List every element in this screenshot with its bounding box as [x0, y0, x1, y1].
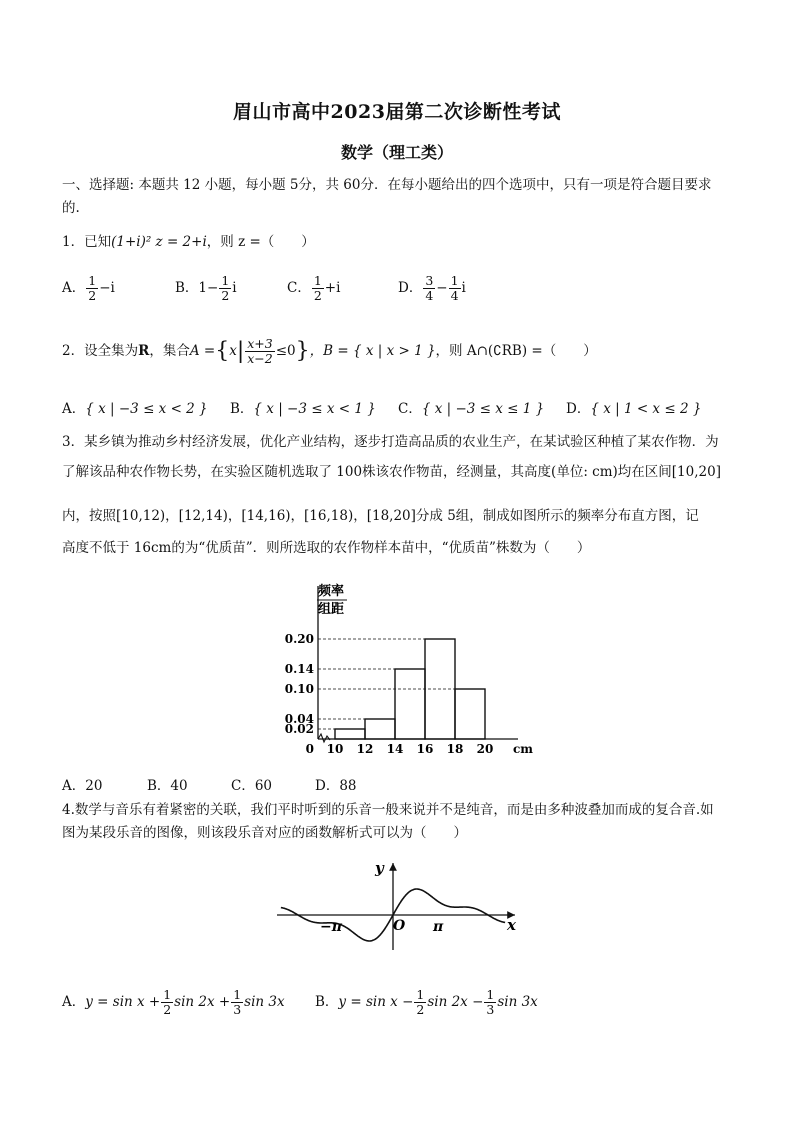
- question-4-line2: 图为某段乐音的图像，则该段乐音对应的函数解析式可以为（ ）: [62, 825, 467, 841]
- q2-set-cond: ≤0: [275, 343, 296, 359]
- y-tick-label: 0.10: [284, 682, 314, 696]
- fraction: [423, 274, 435, 303]
- histogram-bar: [455, 689, 485, 739]
- question-1: [62, 232, 315, 252]
- question-4-line1: 4.数学与音乐有着紧密的关联，我们平时听到的乐音一般来说并不是纯音，而是由多种波叠加而成的复合音.如: [62, 802, 714, 818]
- origin-label: 0: [305, 742, 314, 756]
- denominator: 3: [486, 1002, 495, 1017]
- histogram-bar: [365, 719, 395, 739]
- denominator: x−2: [247, 351, 273, 366]
- option-label: B．: [175, 280, 199, 296]
- option-rest: −i: [99, 280, 115, 296]
- option-text: { x | −3 ≤ x < 2 }: [85, 401, 208, 417]
- bar-icon: |: [236, 338, 245, 364]
- option-label: D．: [398, 280, 423, 296]
- q2-real-set: R: [138, 343, 150, 359]
- option-mid: sin 2x +: [174, 994, 231, 1010]
- y-axis-label: y: [375, 859, 384, 877]
- fraction: [312, 274, 324, 303]
- numerator: 1: [233, 987, 242, 1002]
- option-rest: +i: [324, 280, 341, 296]
- q2-mid: ，集合: [149, 343, 190, 359]
- page-title: 眉山市高中2023届第二次诊断性考试: [233, 101, 561, 123]
- q2-option-a[interactable]: [62, 397, 208, 417]
- q1-lead: 1．已知: [62, 234, 112, 250]
- section-heading-line1: 一、选择题: 本题共 12 小题，每小题 5分，共 60分．在每小题给出的四个选项中，只有一项是符合题目要求: [62, 177, 712, 193]
- option-label: A．: [62, 401, 86, 417]
- numerator: 1: [416, 987, 425, 1002]
- question-2: [62, 337, 597, 366]
- denominator: 2: [163, 1002, 172, 1017]
- x-tick-label: 16: [416, 742, 434, 756]
- q3-option-d[interactable]: D．88: [315, 778, 357, 794]
- denominator: 4: [450, 288, 459, 303]
- option-label: C．: [398, 401, 422, 417]
- denominator: 2: [88, 288, 97, 303]
- option-pre: 1−: [198, 280, 219, 296]
- neg-pi-label: −π: [320, 919, 342, 935]
- right-brace-icon: }: [295, 338, 310, 364]
- option-text: { x | −3 ≤ x ≤ 1 }: [421, 401, 545, 417]
- option-label: A．: [62, 280, 86, 296]
- q1-tail: ，则 z =（ ）: [206, 234, 315, 250]
- numerator: 1: [313, 273, 322, 288]
- q2-option-b[interactable]: [230, 397, 376, 417]
- q2-lead: 2．设全集为: [62, 343, 139, 359]
- option-rest: i: [461, 280, 466, 296]
- option-post: sin 3x: [244, 994, 285, 1010]
- q2-option-d[interactable]: [566, 397, 701, 417]
- q2-set-var: x: [229, 343, 237, 359]
- option-label: B．: [315, 994, 339, 1010]
- q2-set-a-name: A =: [189, 343, 216, 359]
- q1-option-b[interactable]: [175, 274, 237, 303]
- option-rest: i: [232, 280, 237, 296]
- option-label: B．: [230, 401, 254, 417]
- denominator: 4: [425, 288, 434, 303]
- waveform-graph: [275, 855, 525, 955]
- q1-option-a[interactable]: [62, 274, 115, 303]
- q3-option-b[interactable]: B．40: [147, 778, 188, 794]
- origin-label: O: [393, 918, 406, 934]
- left-brace-icon: {: [215, 338, 230, 364]
- numerator: x+3: [247, 336, 273, 351]
- q3-option-c[interactable]: C．60: [231, 778, 273, 794]
- fraction: [484, 988, 496, 1017]
- q1-option-d[interactable]: [398, 274, 466, 303]
- axis-break-icon: [318, 734, 330, 742]
- fraction: [161, 988, 173, 1017]
- option-mid: sin 2x −: [427, 994, 484, 1010]
- option-mid: −: [436, 280, 448, 296]
- y-label-top: 频率: [318, 584, 345, 599]
- histogram-bar: [335, 729, 365, 739]
- denominator: 2: [221, 288, 230, 303]
- option-post: sin 3x: [497, 994, 538, 1010]
- option-pre: y = sin x −: [338, 994, 414, 1010]
- x-tick-label: 10: [326, 742, 344, 756]
- x-tick-label: 20: [476, 742, 494, 756]
- option-text: { x | −3 ≤ x < 1 }: [253, 401, 376, 417]
- page-subtitle: 数学（理工类）: [340, 143, 453, 162]
- x-tick-label: 14: [386, 742, 404, 756]
- fraction: [231, 988, 243, 1017]
- q1-option-c[interactable]: [287, 274, 340, 303]
- y-label-bottom: 组距: [318, 602, 345, 617]
- section-heading: [62, 175, 711, 195]
- x-tick-label: 18: [446, 742, 464, 756]
- histogram-bar: [395, 669, 425, 739]
- q1-expr: (1+i)² z = 2+i: [111, 234, 207, 250]
- option-label: D．: [566, 401, 591, 417]
- question-3-line2: 了解该品种农作物长势，在实验区随机选取了 100株该农作物苗，经测量，其高度(单位: cm)均在区间[10,20]: [62, 464, 721, 480]
- fraction: [219, 274, 231, 303]
- denominator: 2: [313, 288, 322, 303]
- fraction: [86, 274, 98, 303]
- question-3-line4: 高度不低于 16cm的为“优质苗”．则所选取的农作物样本苗中，“优质苗”株数为（ ）: [62, 540, 591, 556]
- x-axis-label: x: [507, 916, 516, 934]
- y-tick-label: 0.04: [284, 712, 314, 726]
- denominator: 2: [416, 1002, 425, 1017]
- frequency-histogram: [260, 578, 534, 756]
- denominator: 3: [233, 1002, 242, 1017]
- q2-tail: ，则 A∩(∁RB) =（ ）: [435, 343, 597, 359]
- numerator: 1: [88, 273, 97, 288]
- option-pre: y = sin x +: [85, 994, 161, 1010]
- pi-label: π: [433, 919, 444, 935]
- numerator: 1: [163, 987, 172, 1002]
- numerator: 1: [450, 273, 459, 288]
- y-tick-label: 0.20: [284, 632, 314, 646]
- option-text: { x | 1 < x ≤ 2 }: [590, 401, 702, 417]
- x-tick-label: 12: [356, 742, 374, 756]
- fraction: [414, 988, 426, 1017]
- y-tick-label: 0.14: [284, 662, 314, 676]
- option-label: C．: [287, 280, 311, 296]
- numerator: 1: [486, 987, 495, 1002]
- section-heading-cont: 的.: [62, 200, 80, 216]
- x-unit-label: cm: [513, 742, 534, 756]
- y-tick-label: 0.02: [284, 722, 314, 736]
- fraction: [245, 337, 274, 366]
- fraction: [449, 274, 461, 303]
- q2-set-b: ，B = { x | x > 1 }: [309, 343, 436, 359]
- question-3-line3: 内，按照[10,12)，[12,14)，[14,16)，[16,18)，[18,20]分成 5组，制成如图所示的频率分布直方图，记: [62, 508, 699, 524]
- numerator: 1: [221, 273, 230, 288]
- q2-option-c[interactable]: [398, 397, 544, 417]
- question-3-line1: 3．某乡镇为推动乡村经济发展，优化产业结构，逐步打造高品质的农业生产，在某试验区种植了某农作物．为: [62, 434, 719, 450]
- option-label: A．: [62, 994, 86, 1010]
- numerator: 3: [425, 273, 434, 288]
- q3-option-a[interactable]: A．20: [62, 778, 103, 794]
- q4-option-a[interactable]: [62, 988, 285, 1017]
- q4-option-b[interactable]: [315, 988, 538, 1017]
